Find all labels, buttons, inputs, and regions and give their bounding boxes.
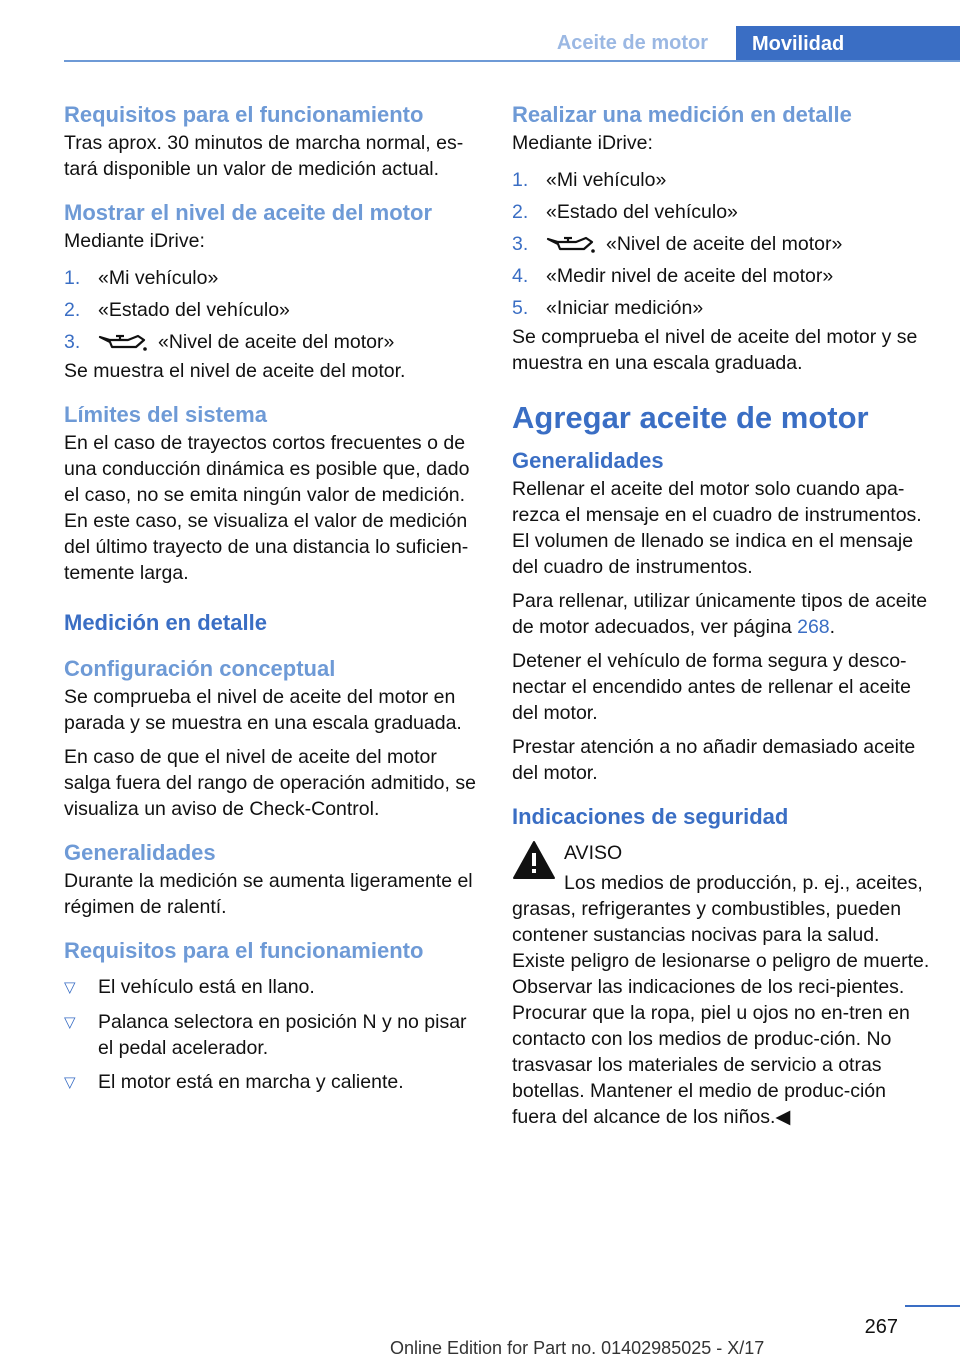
step-text: «Nivel de aceite del motor»	[158, 331, 395, 353]
req2-list	[64, 974, 482, 1096]
step-number: 2.	[64, 299, 81, 321]
list-item	[64, 294, 482, 326]
measure-intro: Mediante iDrive:	[512, 132, 653, 154]
warning-header	[564, 840, 923, 896]
step-text: «Medir nivel de aceite del motor»	[546, 265, 834, 287]
step-text: «Mi vehículo»	[98, 267, 219, 289]
add-text-2	[512, 588, 930, 640]
concept-text-1: Se comprueba el nivel de aceite del motor en parada y se muestra en una escala graduada.	[64, 686, 462, 734]
list-item-text: El vehículo está en llano.	[98, 976, 315, 998]
footer-rule	[905, 1305, 960, 1307]
limits-heading: Límites del sistema	[64, 402, 267, 427]
add-text-2-after: .	[829, 616, 836, 638]
list-item	[64, 1069, 482, 1096]
list-item	[64, 262, 482, 294]
step-text: «Nivel de aceite del motor»	[606, 233, 843, 255]
detail-heading: Medición en detalle	[64, 610, 267, 635]
list-item-text: Palanca selectora en posición N y no pisar el pedal acelerador.	[98, 1011, 467, 1059]
warning-first-line: Los medios de producción, p. ej., aceites,	[564, 872, 923, 894]
step-number: 4.	[512, 265, 529, 287]
warning-block	[512, 840, 930, 896]
step-number: 3.	[512, 233, 529, 255]
page-reference-link[interactable]: 268	[797, 616, 830, 638]
step-text: «Estado del vehículo»	[546, 201, 738, 223]
header-rule	[64, 60, 960, 62]
measure-steps	[512, 164, 930, 324]
list-item	[64, 1009, 482, 1061]
list-item-text: El motor está en marcha y caliente.	[98, 1071, 404, 1093]
oil-can-icon	[98, 331, 148, 353]
list-item	[512, 292, 930, 324]
step-text: «Estado del vehículo»	[98, 299, 290, 321]
list-item	[512, 196, 930, 228]
safety-heading: Indicaciones de seguridad	[512, 804, 789, 829]
show-level-intro: Mediante iDrive:	[64, 230, 205, 252]
show-level-steps	[64, 262, 482, 358]
show-level-heading: Mostrar el nivel de aceite del motor	[64, 200, 433, 225]
limits-text: En el caso de trayectos cortos frecuentes o de una conducción dinámica es posible que, dado el caso, no se emita ningún valor de medición. En este caso, se visualiza el valor de medición del último trayecto de una distancia lo suficien-temente larga.	[64, 432, 470, 584]
show-level-result: Se muestra el nivel de aceite del motor.	[64, 360, 406, 382]
req-text: Tras aprox. 30 minutos de marcha normal, es-tará disponible un valor de medición actual.	[64, 132, 464, 180]
list-item	[512, 228, 930, 260]
triangle-bullet-icon: ▽	[64, 1074, 76, 1091]
req-heading: Requisitos para el funcionamiento	[64, 102, 424, 127]
general-heading: Generalidades	[64, 840, 216, 865]
warning-label: AVISO	[564, 842, 623, 864]
step-number: 1.	[512, 169, 529, 191]
list-item	[64, 974, 482, 1001]
section-tab[interactable]: Movilidad	[736, 26, 960, 62]
req2-heading: Requisitos para el funcionamiento	[64, 938, 424, 963]
measure-result: Se comprueba el nivel de aceite del motor y se muestra en una escala graduada.	[512, 326, 918, 374]
step-number: 2.	[512, 201, 529, 223]
step-number: 1.	[64, 267, 81, 289]
left-column	[64, 100, 482, 1104]
concept-text-2: En caso de que el nivel de aceite del motor salga fuera del rango de operación admitido, se visualiza un aviso de Check-Control.	[64, 746, 476, 820]
edition-note: Online Edition for Part no. 01402985025 - X/17	[390, 1338, 765, 1358]
triangle-bullet-icon: ▽	[64, 979, 76, 996]
step-text: «Iniciar medición»	[546, 297, 704, 319]
step-number: 5.	[512, 297, 529, 319]
add-oil-heading: Agregar aceite de motor	[512, 400, 869, 435]
chapter-tab[interactable]: Aceite de motor	[556, 31, 708, 54]
right-column	[512, 100, 930, 1130]
add-text-1: Rellenar el aceite del motor solo cuando apa-rezca el mensaje en el cuadro de instrumentos. El volumen de llenado se indica en el mensaje del cuadro de instrumentos.	[512, 478, 922, 578]
concept-heading: Configuración conceptual	[64, 656, 336, 681]
add-text-4: Prestar atención a no añadir demasiado aceite del motor.	[512, 736, 916, 784]
list-item	[512, 260, 930, 292]
step-text: «Mi vehículo»	[546, 169, 667, 191]
page-number: 267	[864, 1316, 898, 1338]
warning-triangle-icon	[512, 840, 556, 880]
add-general-heading: Generalidades	[512, 448, 664, 473]
list-item	[64, 326, 482, 358]
warning-text: grasas, refrigerantes y combustibles, pueden contener sustancias nocivas para la salud. Existe peligro de lesionarse o peligro de muerte. Observar las indicaciones de los reci-pientes. Procurar que la ropa, piel u ojos no en-tren en contacto con los medios de produc-ción. No trasvasar los materiales de servicio a otras botellas. Mantener el medio de produc-ción fuera del alcance de los niños.◀	[512, 898, 930, 1128]
general-text: Durante la medición se aumenta ligeramente el régimen de ralentí.	[64, 870, 473, 918]
oil-can-icon	[546, 233, 596, 255]
measure-heading: Realizar una medición en detalle	[512, 102, 852, 127]
triangle-bullet-icon: ▽	[64, 1014, 76, 1031]
add-text-2-before: Para rellenar, utilizar únicamente tipos de aceite de motor adecuados, ver página	[512, 590, 928, 638]
step-number: 3.	[64, 331, 81, 353]
add-text-3: Detener el vehículo de forma segura y desco-nectar el encendido antes de rellenar el aceite del motor.	[512, 650, 911, 724]
list-item	[512, 164, 930, 196]
